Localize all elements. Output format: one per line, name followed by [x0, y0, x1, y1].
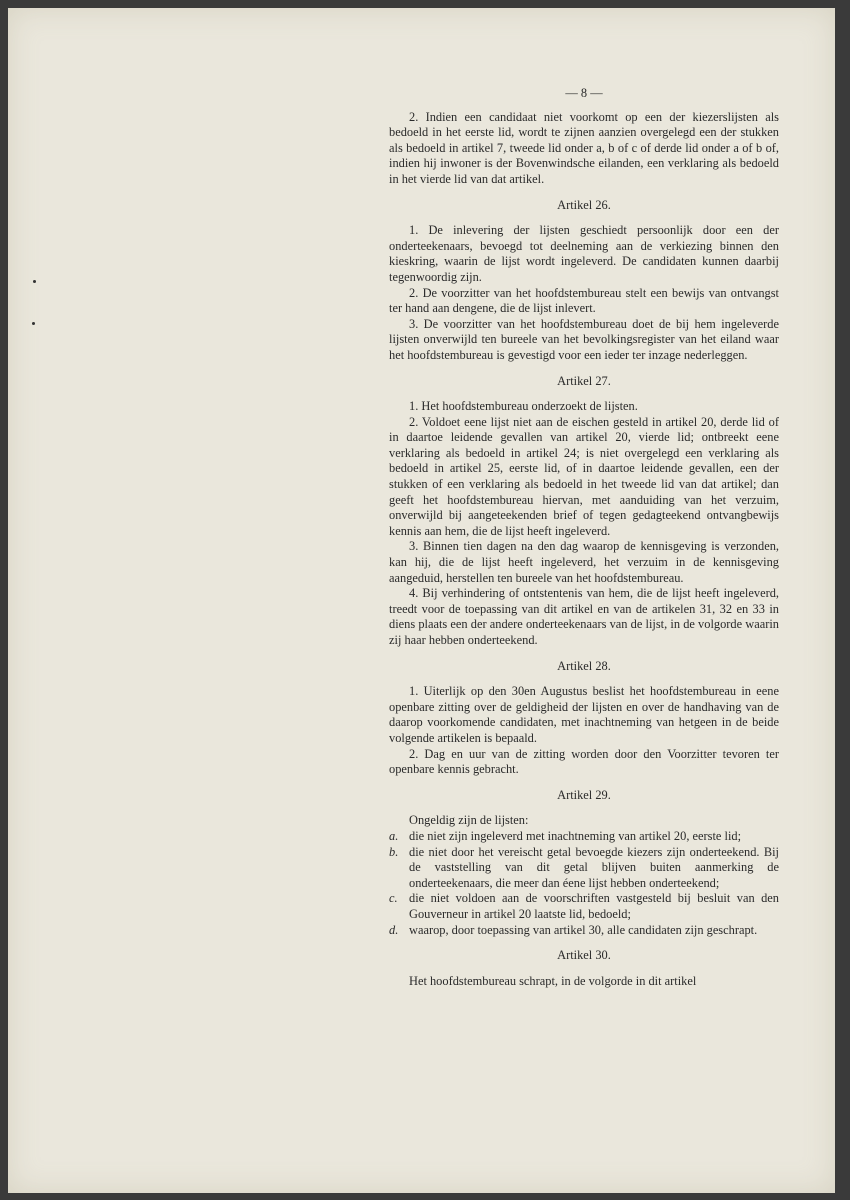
article-26-paragraph: 3. De voorzitter van het hoofdstembureau doet de bij hem ingeleverde lijsten onverwijld ten bureele van het bevolkingsregister van het eiland waar het hoofdstembureau is gevestigd voor een ieder ter inzage nederleggen. — [389, 316, 779, 362]
item-text: die niet zijn ingeleverd met inachtneming van artikel 20, eerste lid; — [409, 828, 742, 843]
article-29-item — [389, 923, 779, 939]
article-29-intro: Ongeldig zijn de lijsten: — [409, 813, 529, 828]
article-29-heading: Artikel 29. — [557, 787, 611, 802]
article-29-item — [389, 845, 779, 892]
item-letter: d. — [389, 922, 399, 937]
article-29-item — [389, 829, 779, 845]
item-text: die niet door het vereischt getal bevoegde kiezers zijn onderteekend. Bij de vaststelling van dit getal blijven buiten aanmerking de onderteekenaars, die meer dan éene lijst hebben onderteekend; — [409, 844, 779, 890]
article-26-heading: Artikel 26. — [557, 197, 611, 212]
article-28-paragraph: 2. Dag en uur van de zitting worden door den Voorzitter tevoren ter openbare kennis gebracht. — [389, 746, 779, 777]
item-letter: c. — [389, 891, 398, 906]
text-column — [389, 86, 779, 989]
article-30-heading: Artikel 30. — [557, 948, 611, 963]
article-26-paragraph: 2. De voorzitter van het hoofdstembureau stelt een bewijs van ontvangst ter hand aan dengene, die de lijst inlevert. — [389, 285, 779, 316]
article-27-paragraph: 3. Binnen tien dagen na den dag waarop de kennisgeving is verzonden, kan hij, die de lijst heeft ingeleverd, het verzuim in de kennisgeving aangeduid, herstellen ten bureele van het hoofdstembureau. — [389, 539, 779, 585]
page-number: — 8 — — [565, 86, 603, 100]
article-27-paragraph: 2. Voldoet eene lijst niet aan de eischen gesteld in artikel 20, derde lid of in daartoe leidende gevallen van artikel 20, vierde lid; ontbreekt eene verklaring als bedoeld in artikel 24; is niet overgelegd een verklaring als bedoeld in artikel 25, eerste lid, of in daartoe leidende gevallen, een der stukken of een verklaring als bedoeld in het tweede lid van dat artikel; dan geeft het hoofdstembureau hiervan, met aanduiding van het verzuim, onverwijld bij aangeteekenden brief of tegen gedagteekend ontvangbewijs kennis aan hem, die de lijst heeft ingeleverd. — [389, 414, 779, 538]
article-25-paragraph-2: 2. Indien een candidaat niet voorkomt op een der kiezerslijsten als bedoeld in het eerste lid, wordt te zijnen aanzien overgelegd een der stukken als bedoeld in artikel 7, tweede lid onder a, b of c of derde lid onder a of b of, indien hij inwoner is der Bovenwindsche eilanden, een verklaring als bedoeld in het vierde lid van dat artikel. — [389, 109, 779, 186]
article-29-item — [389, 891, 779, 922]
article-27-heading: Artikel 27. — [557, 373, 611, 388]
article-26-paragraph: 1. De inlevering der lijsten geschiedt persoonlijk door een der onderteekenaars, bevoegd tot deelneming aan de verkiezing binnen den kieskring, waarin de lijst wordt ingeleverd. De candidaten kunnen daarbij tegenwoordig zijn. — [389, 223, 779, 284]
article-27-paragraph: 4. Bij verhindering of ontstentenis van hem, die de lijst heeft ingeleverd, treedt voor de toepassing van dit artikel en van de artikelen 31, 32 en 33 in diens plaats een der andere onderteekenaars van de lijst, in de volgorde waarin zij haar hebben onderteekend. — [389, 586, 779, 647]
margin-mark — [33, 280, 36, 283]
item-letter: a. — [389, 828, 399, 843]
article-30-paragraph: Het hoofdstembureau schrapt, in de volgorde in dit artikel — [409, 973, 697, 988]
item-text: waarop, door toepassing van artikel 30, alle candidaten zijn geschrapt. — [409, 922, 758, 937]
article-28-heading: Artikel 28. — [557, 658, 611, 673]
margin-mark — [32, 322, 35, 325]
article-27-paragraph: 1. Het hoofdstembureau onderzoekt de lijsten. — [409, 399, 638, 414]
article-28-paragraph: 1. Uiterlijk op den 30en Augustus beslist het hoofdstembureau in eene openbare zitting over de geldigheid der lijsten en over de handhaving van de daarop voorkomende candidaten, met inachtneming van hetgeen in de beide volgende artikelen is bepaald. — [389, 684, 779, 745]
item-letter: b. — [389, 844, 399, 859]
item-text: die niet voldoen aan de voorschriften vastgesteld bij besluit van den Gouverneur in artikel 20 laatste lid, bedoeld; — [409, 891, 779, 921]
